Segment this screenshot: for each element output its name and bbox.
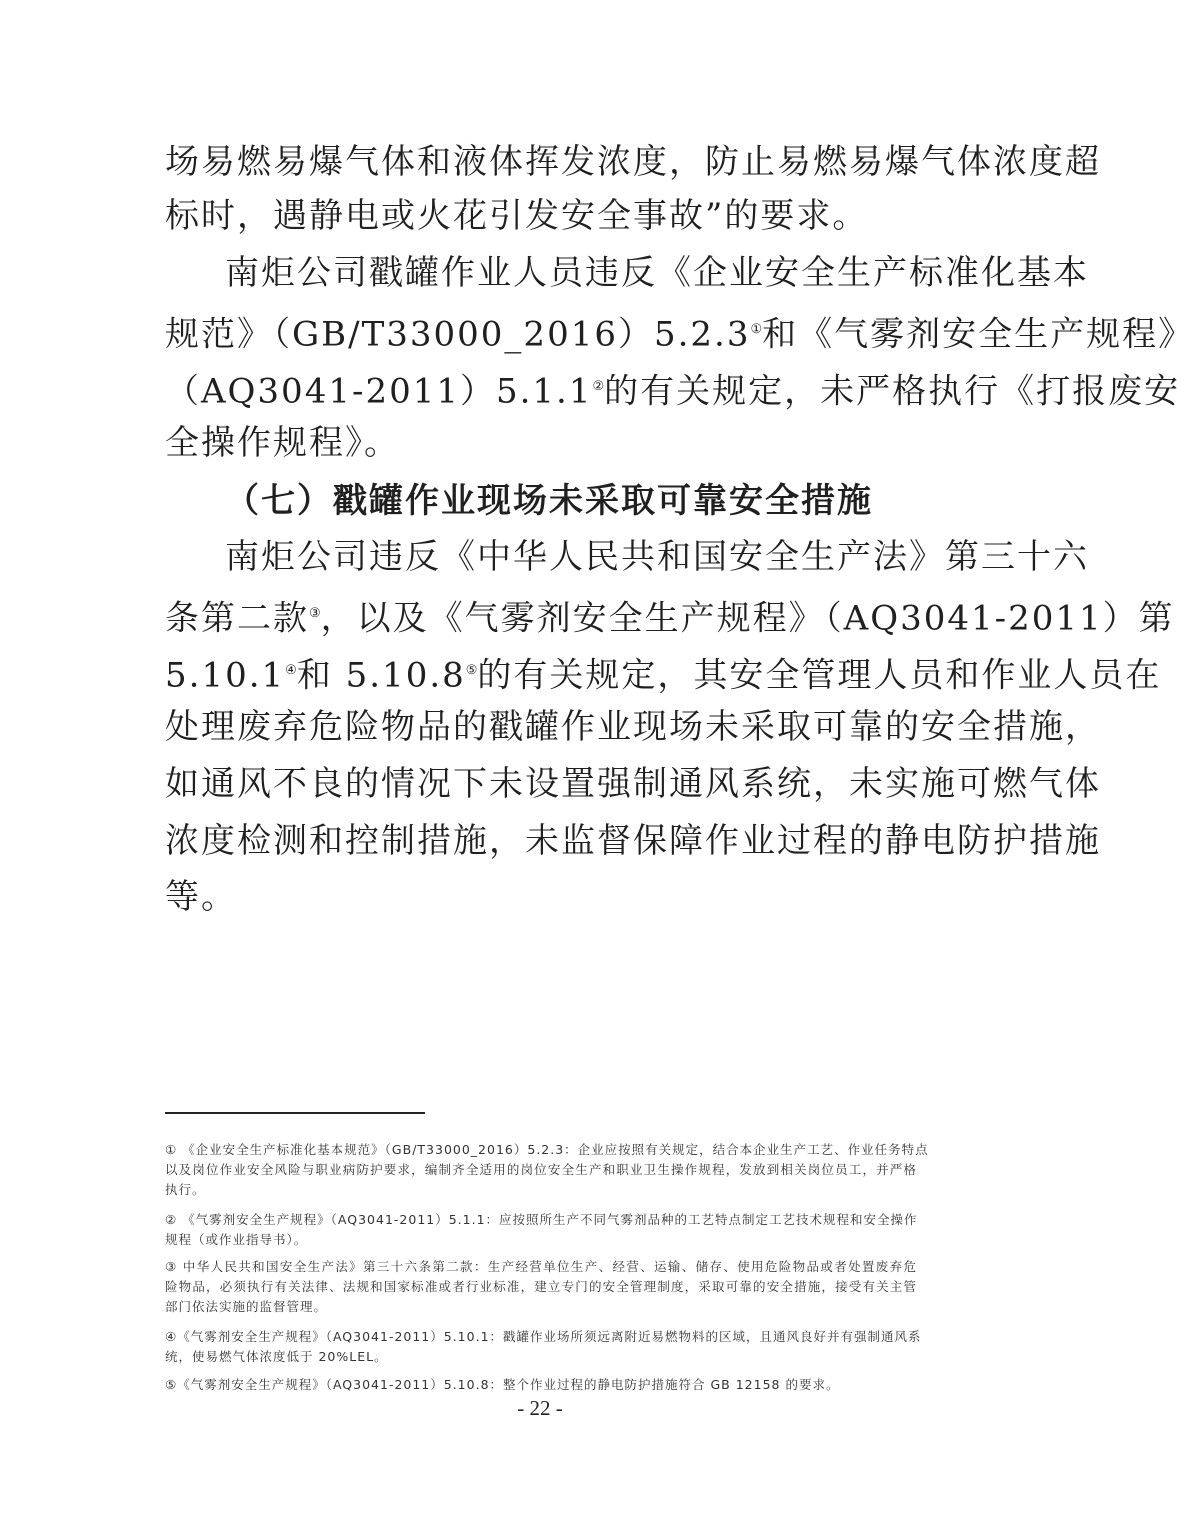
section-heading: （七）戳罐作业现场未采取可靠安全措施 <box>225 481 873 521</box>
body-line-9 <box>165 594 1175 639</box>
body-text: 规范》（GB/T33000_2016）5.2.3 <box>165 314 751 355</box>
body-line-11: 处理废弃危险物品的戳罐作业现场未采取可靠的安全措施， <box>165 707 1101 747</box>
page-number: - 22 - <box>517 1396 563 1420</box>
body-line-6: 全操作规程》。 <box>165 423 400 463</box>
footnote-3-line-3: 部门依法实施的监督管理。 <box>165 1299 328 1314</box>
body-text: 5.10.1 <box>165 655 286 696</box>
footnote-ref-2[interactable]: ② <box>592 379 605 394</box>
body-line-8: 南炬公司违反《中华人民共和国安全生产法》第三十六 <box>225 537 1089 577</box>
footnote-3-line-2: 险物品，必须执行有关法律、法规和国家标准或者行业标准，建立专门的安全管理制度，采取可靠的安全措施，接受有关主管 <box>165 1279 917 1294</box>
footnote-ref-3[interactable]: ③ <box>309 606 321 621</box>
footnote-3 <box>165 1257 917 1317</box>
body-line-5 <box>165 367 1181 412</box>
footnote-2 <box>165 1210 917 1250</box>
body-text: 的有关规定，其安全管理人员和作业人员在 <box>477 655 1162 696</box>
body-line-14: 等。 <box>165 877 237 917</box>
body-text: （AQ3041-2011）5.1.1 <box>165 371 593 412</box>
footnote-5 <box>165 1375 917 1395</box>
body-line-12: 如通风不良的情况下未设置强制通风系统，未实施可燃气体 <box>165 764 1101 804</box>
footnote-ref-5[interactable]: ⑤ <box>465 663 478 678</box>
footnote-ref-4[interactable]: ④ <box>285 663 297 678</box>
body-text: 和《气雾剂安全生产规程》 <box>762 314 1194 355</box>
footnote-separator <box>165 1112 425 1114</box>
footnote-2-line-2: 规程（或作业指导书）。 <box>165 1232 308 1247</box>
body-line-4 <box>165 310 1194 355</box>
body-line-2: 标时，遇静电或火花引发安全事故”的要求。 <box>165 196 869 236</box>
footnote-1 <box>165 1140 929 1200</box>
body-text: 条第二款 <box>165 598 309 639</box>
footnote-5-line-1: ⑤《气雾剂安全生产规程》（AQ3041-2011）5.10.8：整个作业过程的静电防护措施符合 GB 12158 的要求。 <box>165 1377 840 1392</box>
footnote-4-line-2: 统，使易燃气体浓度低于 20%LEL。 <box>165 1349 388 1364</box>
footnote-4-line-1: ④《气雾剂安全生产规程》（AQ3041-2011）5.10.1：戳罐作业场所须远离附近易燃物料的区域，且通风良好并有强制通风系 <box>165 1329 922 1344</box>
footnote-3-line-1: ③ 中华人民共和国安全生产法》第三十六条第二款：生产经营单位生产、经营、运输、储存、使用危险物品或者处置废弃危 <box>165 1259 917 1274</box>
body-line-3: 南炬公司戳罐作业人员违反《企业安全生产标准化基本 <box>225 253 1089 293</box>
body-text: 的有关规定，未严格执行《打报废安 <box>604 371 1181 412</box>
body-text: ，以及《气雾剂安全生产规程》（AQ3041-2011）第 <box>320 598 1175 639</box>
body-line-13: 浓度检测和控制措施，未监督保障作业过程的静电防护措施 <box>165 821 1101 861</box>
footnote-1-line-1: ① 《企业安全生产标准化基本规范》（GB/T33000_2016）5.2.3：企业应按照有关规定，结合本企业生产工艺、作业任务特点 <box>165 1142 929 1157</box>
body-line-10 <box>165 651 1162 696</box>
footnote-1-line-3: 执行。 <box>165 1182 206 1197</box>
footnote-2-line-1: ② 《气雾剂安全生产规程》（AQ3041-2011）5.1.1：应按照所生产不同气雾剂品种的工艺特点制定工艺技术规程和安全操作 <box>165 1212 918 1227</box>
body-line-1: 场易燃易爆气体和液体挥发浓度，防止易燃易爆气体浓度超 <box>165 142 1101 182</box>
footnote-1-line-2: 以及岗位作业安全风险与职业病防护要求，编制齐全适用的岗位安全生产和职业卫生操作规程，发放到相关岗位员工，并严格 <box>165 1162 917 1177</box>
footnote-4 <box>165 1327 922 1367</box>
body-text: 和 5.10.8 <box>296 655 466 696</box>
footnote-ref-1[interactable]: ① <box>750 322 763 337</box>
